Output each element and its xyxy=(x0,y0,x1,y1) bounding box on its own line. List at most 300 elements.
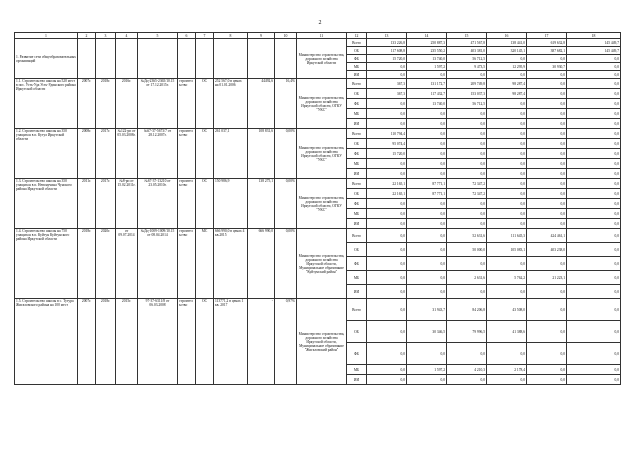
amount-cell: 0,0 xyxy=(567,321,621,343)
amount-cell: 0,0 xyxy=(407,159,447,169)
column-number-cell: 3 xyxy=(96,33,116,39)
amount-cell: 0,0 xyxy=(367,219,407,229)
amount-cell: 131 172,7 xyxy=(407,79,447,89)
amount-cell: 0,0 xyxy=(487,343,527,365)
amount-cell: 0,0 xyxy=(487,119,527,129)
funding-source-cell: МБ xyxy=(347,63,367,71)
event-name-cell: 1.4. Строительство школы на 750 учащихся в п. Куйтун Куйтунского района Иркутской области xyxy=(15,229,78,299)
amount-cell: 72 347,2 xyxy=(447,179,487,189)
column-number-cell: 7 xyxy=(196,33,214,39)
amount-cell: 0,0 xyxy=(567,189,621,199)
budget-table xyxy=(14,32,621,385)
event-cost-cell: 252 567,0 в ценах на 01.01.2006 xyxy=(214,79,248,129)
amount-cell: 0,0 xyxy=(407,119,447,129)
amount-cell: 0,0 xyxy=(567,209,621,219)
amount-cell: 13 740,0 xyxy=(407,55,447,63)
amount-cell: 0,0 xyxy=(487,129,527,139)
amount-cell: 0,0 xyxy=(447,169,487,179)
table-row xyxy=(15,179,621,189)
amount-cell: 0,0 xyxy=(567,71,621,79)
amount-cell: 79 996,5 xyxy=(447,321,487,343)
amount-cell: 133 226,8 xyxy=(367,39,407,47)
amount-cell: 0,0 xyxy=(487,55,527,63)
event-form-cell xyxy=(196,39,214,79)
column-number-cell: 14 xyxy=(407,33,447,39)
event-work-type-cell xyxy=(178,39,196,79)
funding-source-cell: Всего xyxy=(347,39,367,47)
amount-cell: 21 223,1 xyxy=(527,271,567,285)
amount-cell: 98 287,4 xyxy=(487,89,527,99)
amount-cell: 0,0 xyxy=(367,159,407,169)
amount-cell: 0,0 xyxy=(367,99,407,109)
funding-source-cell: МБ xyxy=(347,209,367,219)
amount-cell: 471 567,8 xyxy=(447,39,487,47)
amount-cell: 0,0 xyxy=(407,243,447,257)
amount-cell: 0,0 xyxy=(487,169,527,179)
event-end-cell xyxy=(96,39,116,79)
amount-cell: 0,0 xyxy=(567,243,621,257)
event-readiness-cell: 0,00% xyxy=(275,179,297,229)
amount-cell: 0,0 xyxy=(487,71,527,79)
column-number-cell: 18 xyxy=(567,33,621,39)
amount-cell: 0,0 xyxy=(447,159,487,169)
amount-cell: 56 712,5 xyxy=(447,55,487,63)
event-name-cell: 1.3. Строительство школы на 350 учащихся в п. Невонучина Чунского района Иркутской области xyxy=(15,179,78,229)
event-balance-cell: 138 275,1 xyxy=(248,179,275,229)
funding-source-cell: ИИ xyxy=(347,71,367,79)
amount-cell: 0,0 xyxy=(527,79,567,89)
amount-cell: 1 597,2 xyxy=(407,365,447,375)
event-permit-cell: 97-37-6311/8 от 06.03.2008 xyxy=(138,299,178,385)
amount-cell: 110 794,4 xyxy=(367,129,407,139)
funding-source-cell: ИИ xyxy=(347,169,367,179)
event-start-cell: 2018г. xyxy=(78,229,96,299)
amount-cell: 0,0 xyxy=(367,321,407,343)
event-start-cell: 2007г. xyxy=(78,299,96,385)
amount-cell: 5 762,2 xyxy=(487,271,527,285)
amount-cell: 0,0 xyxy=(367,299,407,321)
funding-source-cell: ФБ xyxy=(347,55,367,63)
amount-cell: 0,0 xyxy=(487,149,527,159)
table-row xyxy=(15,229,621,243)
amount-cell: 0,0 xyxy=(487,209,527,219)
amount-cell: 0,0 xyxy=(487,179,527,189)
funding-source-cell: ИИ xyxy=(347,375,367,385)
amount-cell: 0,0 xyxy=(487,219,527,229)
amount-cell: 31 943,7 xyxy=(407,299,447,321)
amount-cell: 0,0 xyxy=(407,169,447,179)
column-number-cell: 12 xyxy=(347,33,367,39)
amount-cell: 0,0 xyxy=(407,219,447,229)
funding-source-cell: ФБ xyxy=(347,343,367,365)
event-form-cell: ОС xyxy=(196,129,214,179)
amount-cell: 0,0 xyxy=(567,63,621,71)
amount-cell: 0,0 xyxy=(567,375,621,385)
amount-cell: 0,0 xyxy=(407,285,447,299)
amount-cell: 250 887,3 xyxy=(407,39,447,47)
amount-cell: 0,0 xyxy=(487,199,527,209)
funding-source-cell: МБ xyxy=(347,159,367,169)
event-doc-date-cell xyxy=(116,39,138,79)
amount-cell: 387 682,1 xyxy=(527,47,567,55)
amount-cell: 0,0 xyxy=(487,159,527,169)
amount-cell: 0,0 xyxy=(487,375,527,385)
amount-cell: 0,0 xyxy=(527,365,567,375)
column-number-cell: 9 xyxy=(248,33,275,39)
amount-cell: 0,0 xyxy=(567,159,621,169)
amount-cell: 13 740,0 xyxy=(407,99,447,109)
amount-cell: 0,0 xyxy=(367,71,407,79)
funding-source-cell: МБ xyxy=(347,109,367,119)
amount-cell: 209 749,8 xyxy=(447,79,487,89)
amount-cell: 0,0 xyxy=(567,89,621,99)
event-readiness-cell: 0,00% xyxy=(275,229,297,299)
event-cost-cell xyxy=(214,39,248,79)
responsible-executor-cell: Министерство строительства, дорожного хозяйства Иркутской области xyxy=(297,39,347,79)
amount-cell: 0,0 xyxy=(527,189,567,199)
column-number-cell: 17 xyxy=(527,33,567,39)
event-form-cell: ОС xyxy=(196,299,214,385)
event-readiness-cell: 0,00% xyxy=(275,129,297,179)
page-number: 2 xyxy=(318,20,322,26)
column-number-cell: 15 xyxy=(447,33,487,39)
funding-source-cell: ОБ xyxy=(347,189,367,199)
event-end-cell: 2017г. xyxy=(96,129,116,179)
amount-cell: 0,0 xyxy=(527,209,567,219)
funding-source-cell: ОБ xyxy=(347,47,367,55)
event-permit-cell xyxy=(138,39,178,79)
amount-cell: 1 597,2 xyxy=(407,63,447,71)
event-start-cell: 2011г. xyxy=(78,179,96,229)
funding-source-cell: ОБ xyxy=(347,243,367,257)
column-number-cell: 13 xyxy=(367,33,407,39)
amount-cell: 56 712,5 xyxy=(447,99,487,109)
amount-cell: 95 074,4 xyxy=(367,139,407,149)
event-name-cell: 1. Развитие сети общеобразовательных организаций xyxy=(15,39,78,79)
funding-source-cell: ОБ xyxy=(347,321,367,343)
amount-cell: 0,0 xyxy=(567,257,621,271)
amount-cell: 320 145,1 xyxy=(487,47,527,55)
event-end-cell: 2018г. xyxy=(96,299,116,385)
amount-cell: 235 550,2 xyxy=(407,47,447,55)
event-name-cell: 1.2. Строительство школы на 350 учащихся в п. Кутул Иркутской области xyxy=(15,129,78,179)
amount-cell: 0,0 xyxy=(447,343,487,365)
amount-cell: 0,0 xyxy=(447,199,487,209)
amount-cell: 0,0 xyxy=(567,129,621,139)
amount-cell: 0,0 xyxy=(527,299,567,321)
amount-cell: 0,0 xyxy=(407,343,447,365)
event-balance-cell: - xyxy=(248,299,275,385)
column-number-cell: 16 xyxy=(487,33,527,39)
event-doc-date-cell: 2015г. xyxy=(116,299,138,385)
amount-cell: 0,0 xyxy=(407,199,447,209)
amount-cell: 0,0 xyxy=(527,169,567,179)
amount-cell: 0,0 xyxy=(487,109,527,119)
amount-cell: 0,0 xyxy=(447,375,487,385)
amount-cell: 4 210,3 xyxy=(447,365,487,375)
amount-cell: 0,0 xyxy=(527,343,567,365)
amount-cell: 0,0 xyxy=(367,63,407,71)
funding-source-cell: МБ xyxy=(347,365,367,375)
event-balance-cell: 108 831,6 xyxy=(248,129,275,179)
amount-cell: 0,0 xyxy=(567,299,621,321)
amount-cell: 0,0 xyxy=(527,99,567,109)
amount-cell: 0,0 xyxy=(567,365,621,375)
amount-cell: 619 632,8 xyxy=(527,39,567,47)
funding-source-cell: Всего xyxy=(347,299,367,321)
amount-cell: 0,0 xyxy=(527,109,567,119)
event-work-type-cell: строительство xyxy=(178,299,196,385)
amount-cell: 0,0 xyxy=(367,271,407,285)
amount-cell: 0,0 xyxy=(407,257,447,271)
amount-cell: 98 287,4 xyxy=(487,79,527,89)
amount-cell: 0,0 xyxy=(447,129,487,139)
column-number-cell: 10 xyxy=(275,33,297,39)
amount-cell: 0,0 xyxy=(527,219,567,229)
amount-cell: 0,0 xyxy=(567,109,621,119)
event-permit-cell: №Дц-2365-2365/10.15 от 17.12.2015г. xyxy=(138,79,178,129)
amount-cell: 0,0 xyxy=(487,99,527,109)
amount-cell: 0,0 xyxy=(407,375,447,385)
amount-cell: 0,0 xyxy=(407,139,447,149)
amount-cell: 0,0 xyxy=(447,209,487,219)
amount-cell: 30 346,5 xyxy=(407,321,447,343)
column-number-cell: 2 xyxy=(78,33,96,39)
funding-source-cell: Всего xyxy=(347,79,367,89)
event-balance-cell xyxy=(248,39,275,79)
responsible-executor-cell: Министерство строительства, дорожного хозяйства Иркутской области, Муниципальное образование "Куйтунский район" xyxy=(297,229,347,299)
event-work-type-cell: строительство xyxy=(178,129,196,179)
amount-cell: 153 037,3 xyxy=(447,89,487,99)
amount-cell: 0,0 xyxy=(367,169,407,179)
event-work-type-cell: строительство xyxy=(178,229,196,299)
amount-cell: 424 461,1 xyxy=(527,229,567,243)
amount-cell: 0,0 xyxy=(367,243,407,257)
funding-source-cell: ИИ xyxy=(347,119,367,129)
event-permit-cell: №67-37-13210 от 23.05.2010г. xyxy=(138,179,178,229)
amount-cell: 87 771,1 xyxy=(407,179,447,189)
funding-source-cell: ФБ xyxy=(347,257,367,271)
amount-cell: 0,0 xyxy=(447,149,487,159)
event-doc-date-cell: №8-рп от 15.02.2011г. xyxy=(116,179,138,229)
funding-source-cell: ИИ xyxy=(347,219,367,229)
column-number-cell: 4 xyxy=(116,33,138,39)
amount-cell: 117 608,8 xyxy=(367,47,407,55)
amount-cell: 0,0 xyxy=(567,55,621,63)
amount-cell: 0,0 xyxy=(407,109,447,119)
amount-cell: 0,0 xyxy=(447,257,487,271)
event-work-type-cell: строительство xyxy=(178,79,196,129)
amount-cell: 0,0 xyxy=(527,159,567,169)
amount-cell: 0,0 xyxy=(367,343,407,365)
amount-cell: 0,0 xyxy=(407,129,447,139)
event-doc-date-cell: от 09.07.2014 xyxy=(116,229,138,299)
event-permit-cell: №67-37-5673/7 от 28.12.2007г. xyxy=(138,129,178,179)
amount-cell: 0,0 xyxy=(407,229,447,243)
amount-cell: 41 388,6 xyxy=(487,321,527,343)
amount-cell: 0,0 xyxy=(367,375,407,385)
event-balance-cell: 666 990,0 xyxy=(248,229,275,299)
amount-cell: 0,0 xyxy=(367,119,407,129)
amount-cell: 0,0 xyxy=(567,343,621,365)
amount-cell: 50 000,0 xyxy=(447,243,487,257)
amount-cell: 138 441,0 xyxy=(487,39,527,47)
column-number-cell: 8 xyxy=(214,33,248,39)
event-permit-cell: №Дц-1009-1009/10.15 от 08.04.2014 xyxy=(138,229,178,299)
amount-cell: 12 295,9 xyxy=(487,63,527,71)
amount-cell: 0,0 xyxy=(367,365,407,375)
event-name-cell: 1.1. Строительство школы на 520 мест в пос. Усть-Уда Усть-Удинского района Иркутской области xyxy=(15,79,78,129)
event-form-cell: ОС xyxy=(196,179,214,229)
amount-cell: 0,0 xyxy=(527,149,567,159)
amount-cell: 84 206,8 xyxy=(447,299,487,321)
amount-cell: 0,0 xyxy=(527,119,567,129)
amount-cell: 367,3 xyxy=(367,79,407,89)
amount-cell: 0,0 xyxy=(567,229,621,243)
amount-cell: 403 238,0 xyxy=(527,243,567,257)
amount-cell: 0,0 xyxy=(567,99,621,109)
funding-source-cell: ОБ xyxy=(347,139,367,149)
funding-source-cell: ФБ xyxy=(347,99,367,109)
amount-cell: 30 930,7 xyxy=(527,63,567,71)
amount-cell: 22 165,1 xyxy=(367,189,407,199)
funding-source-cell: ФБ xyxy=(347,149,367,159)
amount-cell: 0,0 xyxy=(447,109,487,119)
responsible-executor-cell: Министерство строительства, дорожного хозяйства Иркутской области, ОГКУ "УКС" xyxy=(297,79,347,129)
amount-cell: 0,0 xyxy=(567,219,621,229)
amount-cell: 0,0 xyxy=(527,179,567,189)
amount-cell: 111 645,3 xyxy=(487,229,527,243)
amount-cell: 0,0 xyxy=(367,229,407,243)
event-name-cell: 1.5. Строительство школы в с. Тутура Жигаловского района на 100 мест xyxy=(15,299,78,385)
amount-cell: 145 449,7 xyxy=(567,39,621,47)
amount-cell: 0,0 xyxy=(527,89,567,99)
amount-cell: 0,0 xyxy=(487,139,527,149)
event-balance-cell: 44492,6 xyxy=(248,79,275,129)
event-work-type-cell: строительство xyxy=(178,179,196,229)
amount-cell: 0,0 xyxy=(407,209,447,219)
event-cost-cell: 150 986,9 xyxy=(214,179,248,229)
amount-cell: 2 178,4 xyxy=(487,365,527,375)
amount-cell: 0,0 xyxy=(447,219,487,229)
amount-cell: 0,0 xyxy=(567,199,621,209)
amount-cell: 117 432,7 xyxy=(407,89,447,99)
amount-cell: 0,0 xyxy=(487,257,527,271)
event-readiness-cell: 0,97% xyxy=(275,299,297,385)
amount-cell: 105 083,1 xyxy=(487,243,527,257)
amount-cell: 0,0 xyxy=(527,321,567,343)
funding-source-cell: Всего xyxy=(347,229,367,243)
amount-cell: 0,0 xyxy=(527,199,567,209)
funding-source-cell: МБ xyxy=(347,271,367,285)
table-row xyxy=(15,299,621,321)
responsible-executor-cell: Министерство строительства, дорожного хозяйства Иркутской области, Муниципальное образование "Жигаловский район" xyxy=(297,299,347,385)
amount-cell: 43 508,0 xyxy=(487,299,527,321)
event-start-cell xyxy=(78,39,96,79)
column-number-cell: 11 xyxy=(297,33,347,39)
event-start-cell: 2008г. xyxy=(78,129,96,179)
funding-source-cell: ФБ xyxy=(347,199,367,209)
amount-cell: 0,0 xyxy=(567,285,621,299)
funding-source-cell: ИИ xyxy=(347,285,367,299)
event-cost-cell: 113771,2 в ценах 1 кв. 2017 xyxy=(214,299,248,385)
amount-cell: 0,0 xyxy=(367,209,407,219)
funding-source-cell: Всего xyxy=(347,179,367,189)
amount-cell: 0,0 xyxy=(367,199,407,209)
amount-cell: 0,0 xyxy=(527,257,567,271)
budget-table-sheet xyxy=(14,32,620,450)
table-row xyxy=(15,129,621,139)
amount-cell: 0,0 xyxy=(567,179,621,189)
amount-cell: 0,0 xyxy=(367,285,407,299)
column-number-cell: 5 xyxy=(138,33,178,39)
amount-cell: 145 449,7 xyxy=(567,47,621,55)
amount-cell: 0,0 xyxy=(567,119,621,129)
event-form-cell: ОС xyxy=(196,79,214,129)
table-row xyxy=(15,79,621,89)
amount-cell: 0,0 xyxy=(567,149,621,159)
table-row xyxy=(15,39,621,47)
amount-cell: 2 631,6 xyxy=(447,271,487,285)
event-cost-cell: 666 990,0 в ценах 4 кв.2015 xyxy=(214,229,248,299)
event-end-cell: 2017г. xyxy=(96,179,116,229)
funding-source-cell: ОБ xyxy=(347,89,367,99)
event-end-cell: 2018г. xyxy=(96,79,116,129)
amount-cell: 87 771,1 xyxy=(407,189,447,199)
amount-cell: 0,0 xyxy=(367,109,407,119)
amount-cell: 0,0 xyxy=(447,71,487,79)
event-start-cell: 2007г. xyxy=(78,79,96,129)
amount-cell: 0,0 xyxy=(407,149,447,159)
amount-cell: 0,0 xyxy=(447,285,487,299)
event-form-cell: МС xyxy=(196,229,214,299)
amount-cell: 0,0 xyxy=(407,271,447,285)
column-number-cell: 6 xyxy=(178,33,196,39)
amount-cell: 403 381,0 xyxy=(447,47,487,55)
amount-cell: 0,0 xyxy=(527,139,567,149)
amount-cell: 0,0 xyxy=(487,189,527,199)
amount-cell: 0,0 xyxy=(407,71,447,79)
amount-cell: 0,0 xyxy=(527,375,567,385)
amount-cell: 9 473,5 xyxy=(447,63,487,71)
amount-cell: 0,0 xyxy=(567,79,621,89)
responsible-executor-cell: Министерство строительства, дорожного хозяйства Иркутской области, ОГКУ "УКС" xyxy=(297,179,347,229)
amount-cell: 0,0 xyxy=(567,139,621,149)
event-readiness-cell xyxy=(275,39,297,79)
event-readiness-cell: 16,4% xyxy=(275,79,297,129)
column-number-cell: 1 xyxy=(15,33,78,39)
amount-cell: 0,0 xyxy=(527,129,567,139)
amount-cell: 0,0 xyxy=(447,139,487,149)
amount-cell: 22 165,1 xyxy=(367,179,407,189)
amount-cell: 0,0 xyxy=(527,55,567,63)
amount-cell: 0,0 xyxy=(527,71,567,79)
amount-cell: 0,0 xyxy=(527,285,567,299)
amount-cell: 15 720,0 xyxy=(367,149,407,159)
amount-cell: 0,0 xyxy=(447,119,487,129)
event-doc-date-cell: 2016г. xyxy=(116,79,138,129)
amount-cell: 52 631,6 xyxy=(447,229,487,243)
event-cost-cell: 261 037,1 xyxy=(214,129,248,179)
amount-cell: 72 347,2 xyxy=(447,189,487,199)
amount-cell: 0,0 xyxy=(567,271,621,285)
funding-source-cell: Всего xyxy=(347,129,367,139)
responsible-executor-cell: Министерство строительства, дорожного хозяйства Иркутской области, ОГКУ "УКС" xyxy=(297,129,347,179)
amount-cell: 0,0 xyxy=(487,285,527,299)
amount-cell: 0,0 xyxy=(367,257,407,271)
event-end-cell: 2020г. xyxy=(96,229,116,299)
amount-cell: 0,0 xyxy=(567,169,621,179)
